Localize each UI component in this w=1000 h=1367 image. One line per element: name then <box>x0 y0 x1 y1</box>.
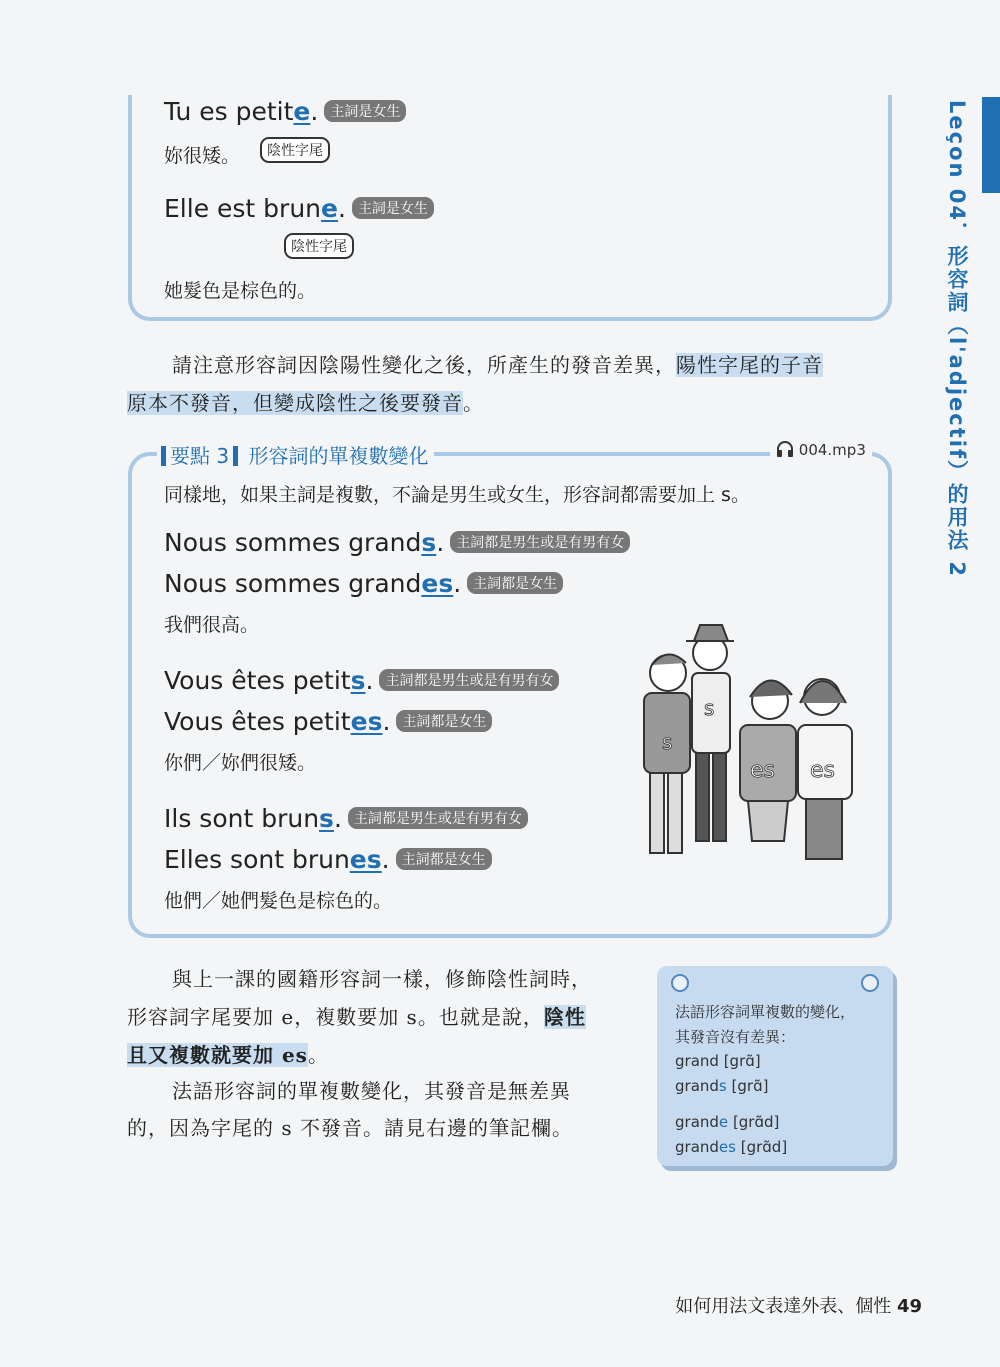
example-sentence: Nous sommes grandes. 主詞都是女生 <box>164 569 563 598</box>
body-paragraph: 形容詞字尾要加 e，複數要加 s。也就是說，陰性 <box>127 1005 586 1029</box>
translation: 妳很矮。 <box>164 145 241 167</box>
headphones-icon <box>776 441 794 457</box>
audio-track[interactable]: 004.mp3 <box>770 441 872 459</box>
body-paragraph: 的，因為字尾的 s 不發音。請見右邊的筆記欄。 <box>127 1116 573 1140</box>
subject-tag: 主詞是女生 <box>352 197 434 219</box>
subject-tag: 主詞都是女生 <box>396 848 492 870</box>
people-illustration <box>630 615 865 885</box>
feminine-ending-callout: 陰性字尾 <box>260 137 330 163</box>
example-sentence: Nous sommes grands. 主詞都是男生或是有男有女 <box>164 528 630 557</box>
subject-tag: 主詞都是男生或是有男有女 <box>348 807 528 829</box>
translation: 他們／她們髮色是棕色的。 <box>164 890 393 912</box>
note-box <box>657 966 893 1166</box>
pin-icon <box>671 974 689 992</box>
example-sentence: Vous êtes petits. 主詞都是男生或是有男有女 <box>164 666 559 695</box>
note-line: 法語形容詞單複數的變化， <box>675 1003 856 1021</box>
example-sentence: Elles sont brunes. 主詞都是女生 <box>164 845 492 874</box>
subject-tag: 主詞是女生 <box>324 100 406 122</box>
note-word: grand [grɑ̃] <box>675 1052 761 1070</box>
body-paragraph: 原本不發音，但變成陰性之後要發音。 <box>127 391 484 415</box>
shirt-letter: s <box>662 730 673 754</box>
page-number: 49 <box>896 1296 922 1317</box>
subject-tag: 主詞都是女生 <box>467 572 563 594</box>
page-footer: 如何用法文表達外表、個性 49 <box>675 1296 922 1317</box>
subject-tag: 主詞都是男生或是有男有女 <box>450 531 630 553</box>
example-sentence: Ils sont bruns. 主詞都是男生或是有男有女 <box>164 804 528 833</box>
section-header: 要點 3 形容詞的單複數變化 <box>157 440 434 469</box>
translation: 她髮色是棕色的。 <box>164 280 317 302</box>
subject-tag: 主詞都是女生 <box>396 710 492 732</box>
example-sentence: Tu es petite. 主詞是女生 <box>164 97 406 126</box>
shirt-letter: s <box>704 696 715 720</box>
section-intro: 同樣地，如果主詞是複數，不論是男生或女生，形容詞都需要加上 s。 <box>164 484 750 506</box>
note-word: grands [grɑ̃] <box>675 1077 769 1095</box>
pin-icon <box>861 974 879 992</box>
note-word: grande [grɑ̃d] <box>675 1113 780 1131</box>
body-paragraph: 請注意形容詞因陰陽性變化之後，所產生的發音差異，陽性字尾的子音 <box>172 353 823 377</box>
chapter-tab <box>982 97 1000 193</box>
shirt-letter: es <box>750 758 775 783</box>
example-sentence: Vous êtes petites. 主詞都是女生 <box>164 707 492 736</box>
body-paragraph: 與上一課的國籍形容詞一樣，修飾陰性詞時， <box>172 967 592 991</box>
feminine-ending-callout: 陰性字尾 <box>284 233 354 259</box>
translation: 你們／妳們很矮。 <box>164 752 317 774</box>
body-paragraph: 且又複數就要加 es。 <box>127 1043 329 1067</box>
note-line: 其發音沒有差異： <box>675 1028 796 1046</box>
example-sentence: Elle est brune. 主詞是女生 <box>164 194 434 223</box>
shirt-letter: es <box>810 758 835 783</box>
translation: 我們很高。 <box>164 614 260 636</box>
chapter-title: Leçon 04．形容詞（l'adjectif）的用法 2 <box>945 100 969 578</box>
body-paragraph: 法語形容詞的單複數變化，其發音是無差異 <box>172 1079 571 1103</box>
subject-tag: 主詞都是男生或是有男有女 <box>379 669 559 691</box>
note-word: grandes [grɑ̃d] <box>675 1138 788 1156</box>
